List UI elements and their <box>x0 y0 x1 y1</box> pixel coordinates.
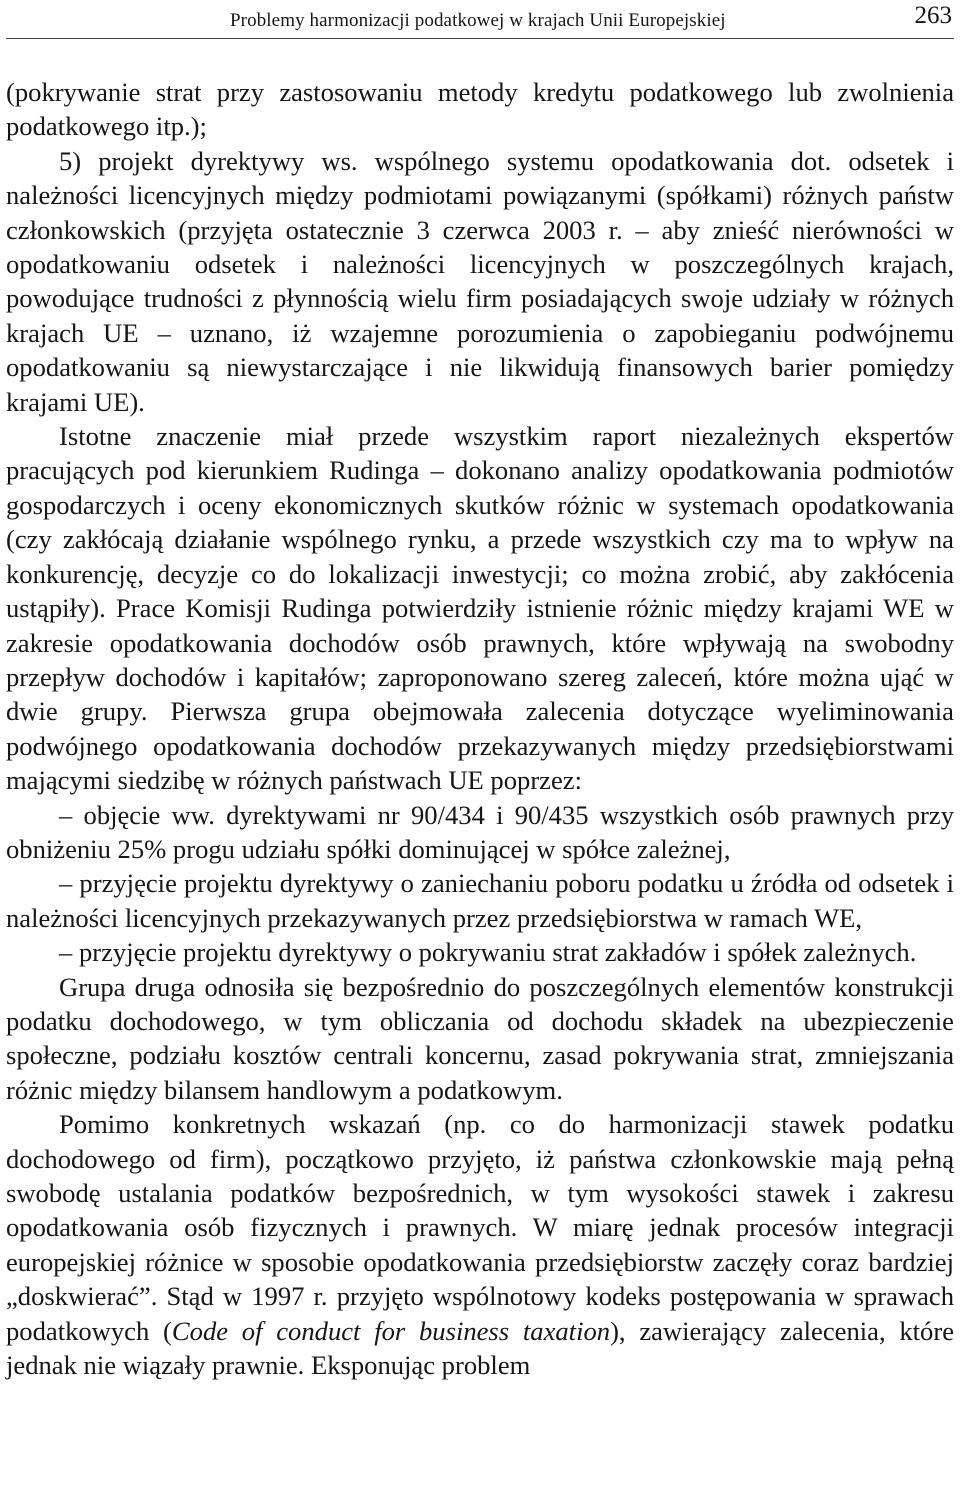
page-number: 263 <box>914 2 952 29</box>
paragraph-text-start: Pomimo konkretnych wskazań (np. co do harmonizacji stawek podatku dochodowego od firm), początkowo przyjęto, iż państwa członkowskie mają pełną swobodę ustalania podatków bezpośrednich, w tym wysokości stawek i zakresu opodatkowania osób fizycznych i prawnych. W miarę jednak procesów integracji europejskiej różnice w sposobie opodatkowania przedsiębiorstw zaczęły coraz bardziej „doskwierać”. Stąd w 1997 r. przyjęto wspólnotowy kodeks postępowania w sprawach podatkowych ( <box>6 1109 954 1346</box>
body-text <box>6 75 954 1382</box>
list-item-1: – objęcie ww. dyrektywami nr 90/434 i 90/435 wszystkich osób prawnych przy obniżeniu 25% progu udziału spółki dominującej w spółce zależnej, <box>6 799 954 864</box>
list-item-3: – przyjęcie projektu dyrektywy o pokrywaniu strat zakładów i spółek zależnych. <box>59 937 917 968</box>
paragraph-item-5: 5) projekt dyrektywy ws. wspólnego systemu opodatkowania dot. odsetek i należności licencyjnych między podmiotami powiązanymi (spółkami) różnych państw członkowskich (przyjęta ostatecznie 3 czerwca 2003 r. – aby znieść nierówności w opodatkowaniu odsetek i należności licencyjnych w poszczególnych krajach, powodujące trudności z płynnością wielu firm posiadających swoje udziały w różnych krajach UE – uznano, iż wzajemne porozumienia o zapobieganiu podwójnemu opodatkowaniu są niewystarczające i nie likwidują finansowych barier pomiędzy krajami UE). <box>6 145 954 417</box>
paragraph-text-end: ), zawierający zalecenia, które jednak nie wiązały prawnie. Eksponując problem <box>6 1315 954 1381</box>
paragraph-continuation: (pokrywanie strat przy zastosowaniu metody kredytu podatkowego lub zwolnienia podatkowego itp.); <box>6 77 954 142</box>
running-title: Problemy harmonizacji podatkowej w krajach Unii Europejskiej <box>230 10 726 31</box>
code-of-conduct-title: Code of conduct for business taxation <box>171 1315 611 1346</box>
paragraph-second-group: Grupa druga odnosiła się bezpośrednio do poszczególnych elementów konstrukcji podatku dochodowego, w tym obliczania od dochodu składek na ubezpieczenie społeczne, podziału kosztów centrali koncernu, zasad pokrywania strat, zmniejszania różnic między bilansem handlowym a podatkowym. <box>6 971 954 1105</box>
list-item-2: – przyjęcie projektu dyrektywy o zaniechaniu poboru podatku u źródła od odsetek i należności licencyjnych przekazywanych przez przedsiębiorstwa w ramach WE, <box>6 868 954 933</box>
paragraph-code-of-conduct <box>6 1107 954 1382</box>
paragraph-ruding-report: Istotne znaczenie miał przede wszystkim raport niezależnych ekspertów pracujących pod kierunkiem Rudinga – dokonano analizy opodatkowania podmiotów gospodarczych i oceny ekonomicznych skutków różnic w systemach opodatkowania (czy zakłócają działanie wspólnego rynku, a przede wszystkich czy ma to wpływ na konkurencję, decyzje co do lokalizacji inwestycji; co można zrobić, aby zakłócenia ustąpiły). Prace Komisji Rudinga potwierdziły istnienie różnic między krajami WE w zakresie opodatkowania dochodów osób prawnych, które wpływają na swobodny przepływ dochodów i kapitałów; zaproponowano szereg zaleceń, które można ująć w dwie grupy. Pierwsza grupa obejmowała zalecenia dotyczące wyeliminowania podwójnego opodatkowania dochodów przekazywanych między przedsiębiorstwami mającymi siedzibę w różnych państwach UE poprzez: <box>6 421 954 796</box>
page-header <box>6 0 954 39</box>
